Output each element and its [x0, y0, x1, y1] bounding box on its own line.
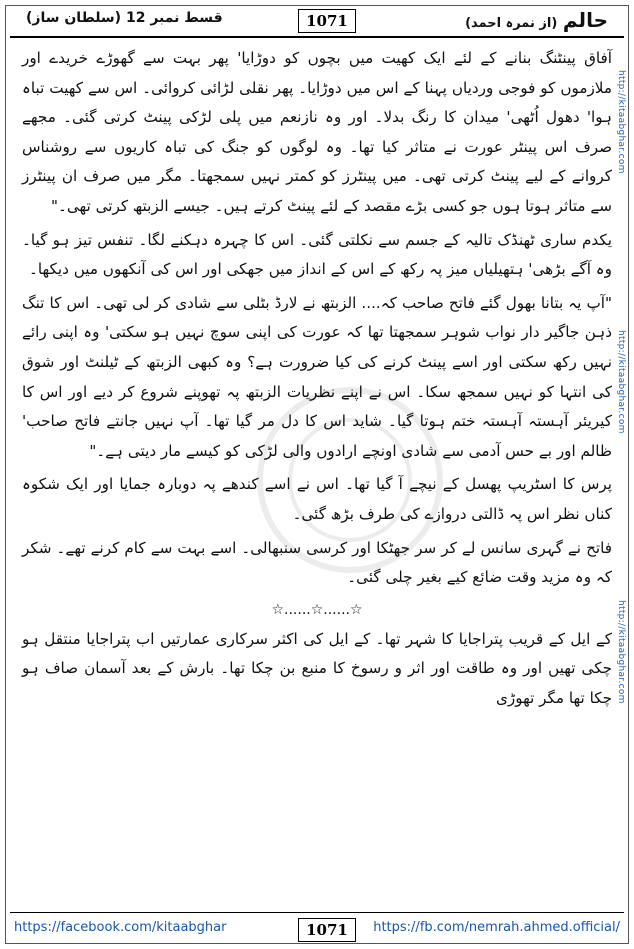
- paragraph: کے ایل کے قریب پتراجایا کا شہر تھا۔ کے ایل کی اکثر سرکاری عمارتیں اب پتراجایا منتقل ہو چکی تھیں اور وہ طاقت اور اثر و رسوخ کا منبع بن چکا تھا۔ بارش کے بعد آسمان صاف ہو چکا تھا مگر تھوڑی: [22, 629, 612, 707]
- paragraph: پرس کا اسٹریپ پھسل کے نیچے آ گیا تھا۔ اس نے اسے کندھے پہ دوبارہ جمایا اور ایک شکوہ کناں نظر اس پہ ڈالتی دروازے کی طرف بڑھ گئی۔: [22, 475, 612, 523]
- book-title: [465, 8, 608, 32]
- header-divider: [10, 36, 624, 38]
- title-main: حالم: [562, 8, 608, 32]
- title-author: (از نمرہ احمد): [465, 16, 558, 31]
- footer-page-number: 1071: [298, 918, 356, 942]
- paragraph: "آپ یہ بتانا بھول گئے فاتح صاحب کہ.... الزبتھ نے لارڈ بٹلی سے شادی کر لی تھی۔ اس کا تنگ ذہن جاگیر دار نواب شوہر سمجھتا تھا کہ عورت کی اپنی سوچ نہیں ہو سکتی' وہ اپنی رائے نہیں رکھ سکتی اور اسے پینٹ کرنے کی کیا ضرورت ہے؟ وہ کبھی الزبتھ کے ٹیلنٹ اور شوق کی انتہا کو نہیں سمجھ سکا۔ اس نے اپنے نظریات الزبتھ پہ تھوپنے شروع کر دیے اور اس کا کیریئر آہستہ آہستہ ختم ہوتا گیا۔ شاید اس کا دل مر گیا تھا۔ آپ نہیں جانتے فاتح صاحب' ظالم اور بے حس آدمی سے شادی اونچے ارادوں والی لڑکی کو کیسے مار دیتی ہے۔": [22, 293, 612, 460]
- section-separator: ☆......☆......☆: [271, 601, 363, 618]
- article-body: [22, 44, 612, 717]
- paragraph: آفاق پینٹنگ بنانے کے لئے ایک کھیت میں بچوں کو دوڑایا' پھر بہت سے گھوڑے خریدے اور ملازموں کو فوجی وردیاں پہنا کے اس میں دوڑایا۔ پھر نقلی لڑائی کروائی۔ اس سے کھیت تباہ ہوا' دھول اُٹھی' میدان کا رنگ بدلا۔ اور وہ نازنعم میں پلی لڑکی پینٹ کرتی گئی۔ مجھے صرف اس پینٹر عورت نے متاثر کیا تھا۔ وہ لوگوں کو جنگ کی تباہ کاریوں سے روشناس کروانے کے لیے پینٹ کرتی تھی۔ میں پینٹرز کو کمتر نہیں سمجھتا۔ مگر میں صرف ان پینٹرز سے متاثر ہوتا ہوں جو کسی بڑے مقصد کے لئے پینٹ کرتے ہیں۔ جیسے الزبتھ کرتی تھی۔": [22, 49, 612, 215]
- header-page-number: 1071: [298, 9, 356, 33]
- page-header: [8, 6, 626, 36]
- facebook-link[interactable]: https://facebook.com/kitaabghar: [14, 920, 227, 935]
- page-footer: [8, 914, 626, 944]
- side-watermark-url: http://kitaabghar.com: [616, 330, 626, 434]
- side-watermark-url: http://kitaabghar.com: [616, 600, 626, 704]
- paragraph: یکدم ساری ٹھنڈک تالیہ کے جسم سے نکلتی گئی۔ اس کا چہرہ دہکنے لگا۔ تنفس تیز ہو گیا۔ وہ آگے بڑھی' ہتھیلیاں میز پہ رکھ کے اس کے انداز میں جھکی اور اس کی آنکھوں میں دیکھا۔: [22, 230, 612, 279]
- footer-divider: [10, 912, 624, 913]
- side-watermark-url: http://kitaabghar.com: [616, 70, 626, 174]
- paragraph: فاتح نے گہری سانس لے کر سر جھٹکا اور کرسی سنبھالی۔ اسے بہت سے کام کرنے تھے۔ شکر کہ وہ مزید وقت ضائع کیے بغیر چلی گئی۔: [22, 538, 612, 587]
- episode-label: قسط نمبر 12 (سلطان ساز): [26, 10, 223, 26]
- author-facebook-link[interactable]: https://fb.com/nemrah.ahmed.official/: [373, 920, 620, 935]
